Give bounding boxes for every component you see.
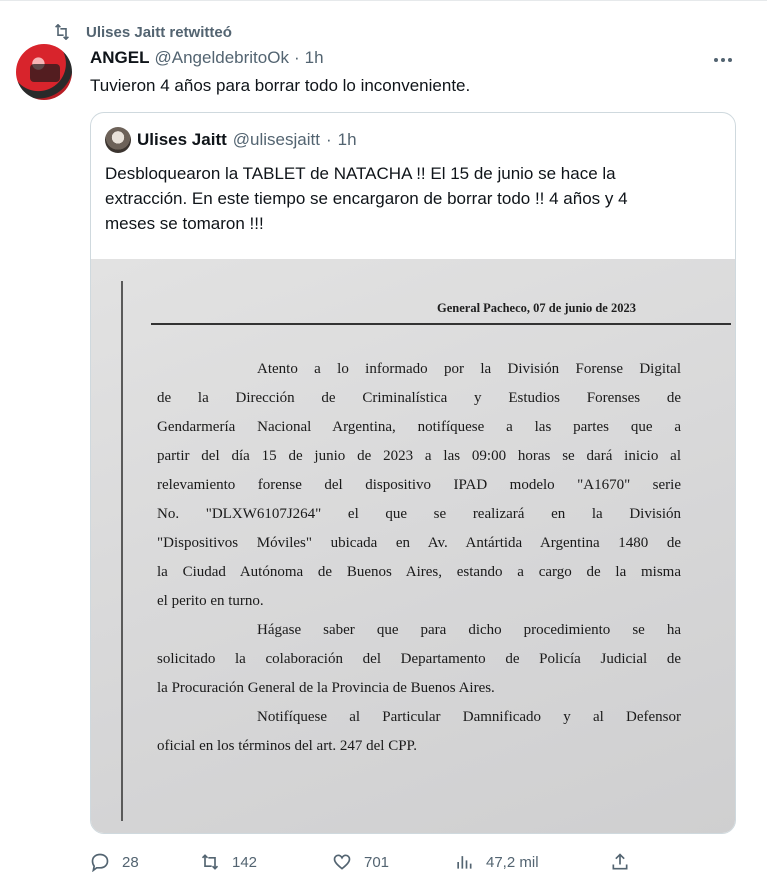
document-rule	[151, 323, 731, 325]
quote-text-line: meses se tomaron !!!	[105, 214, 264, 233]
document-line: Atento a lo informado por la División Forense Digital	[257, 361, 681, 377]
document-line: Gendarmería Nacional Argentina, notifíquese a las partes que a	[157, 419, 681, 435]
author-handle[interactable]: @AngeldebritoOk	[154, 48, 289, 67]
more-icon[interactable]	[708, 50, 738, 70]
retweet-label[interactable]: Ulises Jaitt retwitteó	[86, 23, 232, 41]
views-button[interactable]	[454, 850, 539, 874]
document-line: la Procuración General de la Provincia de Buenos Aires.	[157, 680, 495, 696]
share-icon	[610, 852, 630, 872]
quote-text-line: Desbloquearon la TABLET de NATACHA !! El 15 de junio se hace la	[105, 164, 616, 183]
like-count: 701	[364, 853, 390, 871]
quote-text	[105, 161, 715, 236]
document-line: Hágase saber que para dicho procedimiento se ha	[257, 622, 681, 638]
views-icon	[454, 852, 474, 872]
retweet-button[interactable]	[200, 850, 257, 874]
reply-button[interactable]	[90, 850, 139, 874]
quote-separator: ·	[325, 130, 332, 149]
document-body	[157, 355, 681, 761]
document-line: el perito en turno.	[157, 593, 264, 609]
document-date: General Pacheco, 07 de junio de 2023	[437, 301, 636, 315]
quoted-tweet[interactable]	[90, 112, 736, 834]
document-margin-line	[121, 281, 123, 821]
retweet-context	[52, 22, 232, 42]
quote-author-name[interactable]: Ulises Jaitt	[137, 130, 227, 149]
quote-text-line: extracción. En este tiempo se encargaron de borrar todo !! 4 años y 4	[105, 189, 628, 208]
document-photo[interactable]	[91, 259, 736, 834]
author-avatar[interactable]	[16, 44, 72, 100]
retweet-icon	[52, 24, 72, 40]
document-line: la Ciudad Autónoma de Buenos Aires, estando a cargo de la misma	[157, 564, 681, 580]
document-line: de la Dirección de Criminalística y Estudios Forenses de	[157, 390, 681, 406]
retweet-count: 142	[232, 853, 258, 871]
heart-icon	[332, 852, 352, 872]
views-count: 47,2 mil	[486, 853, 539, 871]
document-line: "Dispositivos Móviles" ubicada en Av. Antártida Argentina 1480 de	[157, 535, 681, 551]
like-button[interactable]	[332, 850, 389, 874]
retweet-icon	[200, 852, 220, 872]
share-button[interactable]	[610, 850, 630, 874]
document-line: partir del día 15 de junio de 2023 a las 09:00 horas se dará inicio al	[157, 448, 681, 464]
document-line: oficial en los términos del art. 247 del CPP.	[157, 738, 417, 754]
quote-author-handle[interactable]: @ulisesjaitt	[232, 130, 320, 149]
tweet-text: Tuvieron 4 años para borrar todo lo inconveniente.	[90, 76, 471, 95]
document-line: No. "DLXW6107J264" el que se realizará en la División	[157, 506, 681, 522]
document-line: relevamiento forense del dispositivo IPAD modelo "A1670" serie	[157, 477, 681, 493]
header-separator: ·	[293, 48, 300, 67]
tweet-header	[90, 48, 324, 68]
reply-icon	[90, 852, 110, 872]
reply-count: 28	[122, 853, 139, 871]
document-line: solicitado la colaboración del Departamento de Policía Judicial de	[157, 651, 681, 667]
tweet-time[interactable]: 1h	[304, 48, 324, 67]
quote-avatar[interactable]	[105, 127, 131, 153]
author-name[interactable]: ANGEL	[90, 48, 150, 67]
top-divider	[0, 0, 767, 6]
action-bar	[90, 850, 730, 874]
quote-time[interactable]: 1h	[337, 130, 357, 149]
document-line: Notifíquese al Particular Damnificado y al Defensor	[257, 709, 681, 725]
quote-header	[105, 127, 357, 153]
